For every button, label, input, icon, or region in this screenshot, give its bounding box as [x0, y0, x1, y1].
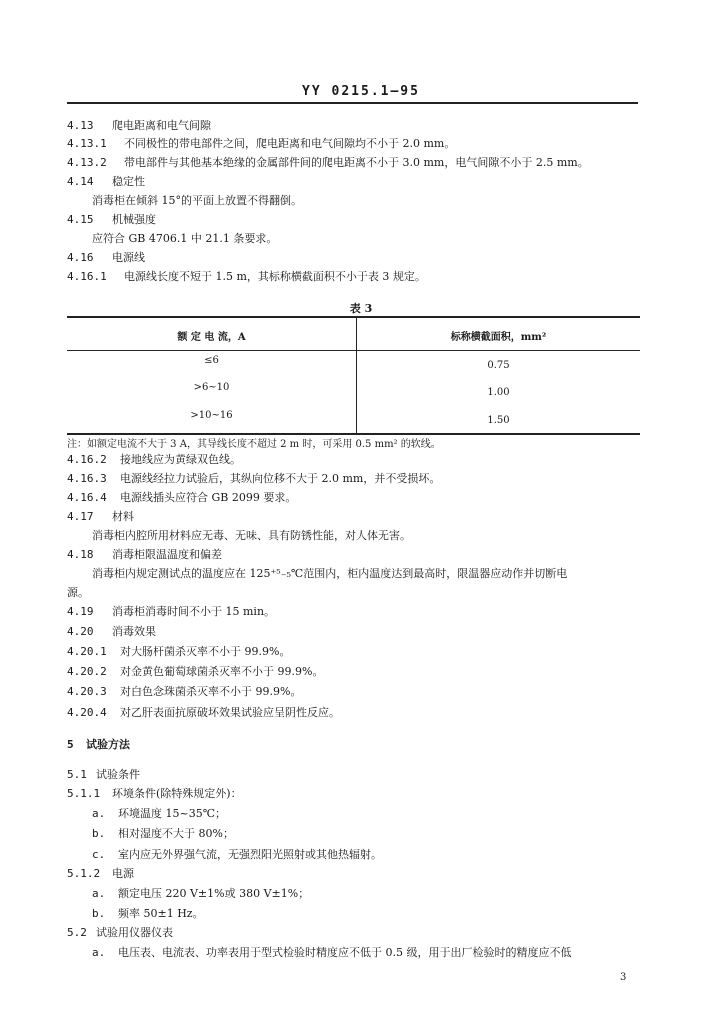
standard-code-header: YY 0215.1—95 [302, 84, 420, 99]
table-cell: >6~10 [193, 382, 230, 393]
table-cell: 1.00 [487, 387, 510, 398]
table-caption: 表 3 [349, 302, 373, 315]
column-header-current: 额 定 电 流，A [177, 332, 246, 343]
table-cell: >10~16 [190, 410, 233, 421]
page-number: 3 [620, 972, 627, 983]
row-divider [67, 350, 640, 351]
column-header-area: 标称横截面积，mm² [450, 332, 547, 343]
table-cell: 0.75 [487, 360, 510, 371]
table-cell: ≤6 [204, 355, 219, 366]
header-rule [67, 102, 638, 104]
table-note: 注：如额定电流不大于 3 A，其导线长度不超过 2 m 时，可采用 0.5 mm² 的软线。 [67, 439, 441, 450]
cable-table [67, 316, 640, 435]
document-page: YY 0215.1—95 4.13 爬电距离和电气间隙 4.13.1 不同极性的带电部件之间，爬电距离和电气间隙均不小于 2.0 mm。 4.13.2 带电部件与其他基本绝缘的金属部件间的爬电距离不小于 3.0 mm，电气间隙不小于 2.5 mm。 4.14 稳定性 消毒柜在倾斜 15°的平面上放置不得翻倒。 4.15 机械强度 应符合 GB 4706.1 中 21.1 条要求。 4.16 电源线 4.16.1 电源线长度不短于 1.5 m，其标称横截面积不小于表 3 规定。 表 3 额 定 电 流，A 标称横截面积，mm² ≤6 0.75 >6~10 1.00 >10~16 1.50 注：如额定电流不大于 3 A，其导线长度不超过 2 m 时，可采用 0.5 mm² 的软线。 4.16.2 接地线应为黄绿双色线。 4.16.3 电源线经拉力试验后，其纵向位移不大于 2.0 mm，并不受损坏。 4.16.4 电源线插头应符合 GB 2099 要求。 4.17 材料 消毒柜内腔所用材料应无毒、无味、具有防锈性能，对人体无害。 4.18 消毒柜限温温度和偏差 消毒柜内规定测试点的温度应在 125⁺⁵₋₅℃范围内，柜内温度达到最高时，限温器应动作并切断电 源。 4.19 消毒柜消毒时间不小于 15 min。 4.20 消毒效果 4.20.1 对大肠杆菌杀灭率不小于 99.9%。 4.20.2 对金黄色葡萄球菌杀灭率不小于 99.9%。 4.20.3 对白色念珠菌杀灭率不小于 99.9%。 4.20.4 对乙肝表面抗原破坏效果试验应呈阴性反应。 5 试验方法 5.1 试验条件 5.1.1 环境条件(除特殊规定外)： a. 环境温度 15~35℃； b. 相对湿度不大于 80%； c. 室内应无外界强气流，无强烈阳光照射或其他热辐射。 5.1.2 电源 a. 额定电压 220 V±1%或 380 V±1%； b. 频率 50±1 Hz。 5.2 试验用仪器仪表 a. 电压表、电流表、功率表用于型式检验时精度应不低于 0.5 级，用于出厂检验时的精度应不低 3 [0, 0, 722, 1024]
table-cell: 1.50 [487, 415, 510, 426]
